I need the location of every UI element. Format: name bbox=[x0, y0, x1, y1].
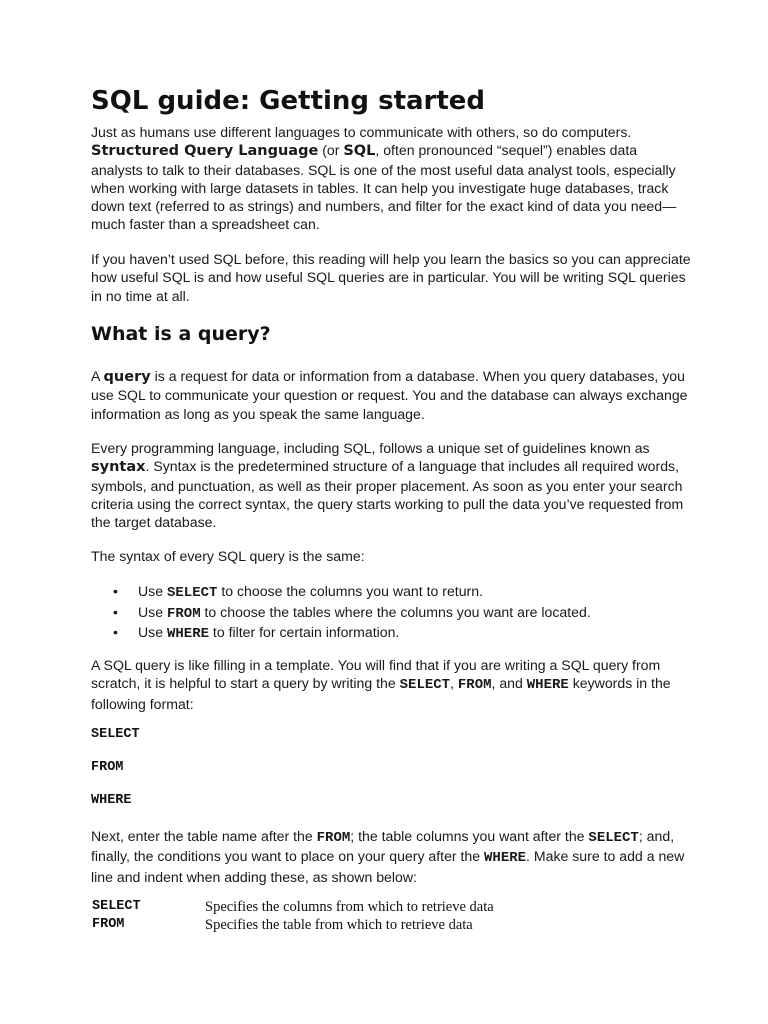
code-line-select: SELECT bbox=[91, 727, 140, 742]
syntax-paragraph bbox=[91, 439, 691, 531]
template-paragraph bbox=[91, 656, 691, 713]
body-text: Every programming language, including SQL, follows a unique set of guidelines known as bbox=[91, 440, 650, 456]
list-item bbox=[91, 623, 691, 644]
section-heading: What is a query? bbox=[91, 323, 271, 345]
body-text: ; and, finally, the conditions you want to place on your query after the bbox=[91, 828, 675, 865]
keyword-where: WHERE bbox=[484, 850, 527, 867]
clause-description: Specifies the table from which to retrieve data bbox=[205, 917, 473, 933]
bullet-icon: • bbox=[113, 583, 118, 599]
intro-text: (or bbox=[318, 142, 344, 159]
keyword-where: WHERE bbox=[526, 677, 569, 694]
term-sql: SQL bbox=[343, 143, 376, 160]
term-syntax: syntax bbox=[91, 459, 146, 476]
intro-paragraph-2: If you haven’t used SQL before, this reading will help you learn the basics so you can appreciate how useful SQL is and how useful SQL queries are in particular. You will be writing SQL queries in no time at all. bbox=[91, 251, 691, 304]
keyword-from: FROM bbox=[316, 830, 351, 846]
list-item-text: to filter for certain information. bbox=[209, 624, 400, 640]
intro-text: Just as humans use different languages to communicate with others, so do computers. bbox=[91, 124, 632, 140]
syntax-intro-line: The syntax of every SQL query is the same: bbox=[91, 548, 365, 564]
list-item-text: to choose the tables where the columns you want are located. bbox=[200, 603, 591, 620]
list-item bbox=[91, 603, 691, 624]
keyword-select: SELECT bbox=[399, 677, 451, 694]
body-text: keywords in the following format: bbox=[91, 675, 671, 712]
code-line-where: WHERE bbox=[91, 793, 132, 808]
syntax-bullet-list bbox=[91, 582, 691, 644]
clause-keyword: SELECT bbox=[92, 899, 141, 914]
bullet-icon: • bbox=[113, 624, 118, 640]
list-item-text: Use bbox=[138, 583, 167, 599]
code-line-from: FROM bbox=[91, 760, 124, 775]
clause-table bbox=[92, 899, 692, 935]
keyword-from: FROM bbox=[457, 677, 492, 694]
list-item-text: Use bbox=[138, 624, 167, 640]
body-text: A bbox=[91, 368, 104, 384]
term-structured-query-language: Structured Query Language bbox=[91, 143, 319, 160]
table-row bbox=[92, 899, 692, 917]
body-text: . Make sure to add a new line and indent when adding these, as shown below: bbox=[91, 848, 685, 885]
table-row bbox=[92, 917, 692, 935]
clause-keyword: FROM bbox=[92, 917, 125, 932]
intro-text: , often pronounced “sequel”) enables data analysts to talk to their databases. SQL is one of the most useful data analyst tools, especially when working with large datasets in tables. It can help you investigate huge databases, track down text (referred to as strings) and numbers, and filter for the exact kind of data you need—much faster than a spreadsheet can. bbox=[91, 142, 677, 233]
body-text: ; the table columns you want after the bbox=[350, 828, 589, 844]
instructions-paragraph bbox=[91, 827, 691, 886]
keyword-where: WHERE bbox=[166, 626, 209, 642]
body-text: , and bbox=[491, 675, 527, 692]
keyword-from: FROM bbox=[166, 605, 201, 622]
clause-description: Specifies the columns from which to retrieve data bbox=[205, 899, 494, 915]
intro-paragraph bbox=[91, 123, 691, 234]
keyword-select: SELECT bbox=[588, 830, 639, 846]
list-item bbox=[91, 582, 691, 603]
list-item-text: to choose the columns you want to return. bbox=[217, 583, 483, 599]
term-query: query bbox=[103, 369, 151, 385]
body-text: . Syntax is the predetermined structure of a language that includes all required words, symbols, and punctuation, as well as their proper placement. As soon as you enter your search criteria using the correct syntax, the query starts working to pull the data you’ve requested from the target database. bbox=[91, 458, 684, 531]
body-text: , bbox=[450, 675, 458, 692]
body-text: A SQL query is like filling in a template. You will find that if you are writing a SQL query from scratch, it is helpful to start a query by writing the bbox=[91, 657, 661, 692]
keyword-select: SELECT bbox=[166, 585, 218, 601]
body-text: is a request for data or information from a database. When you query databases, you use SQL to communicate your question or request. You and the database can always exchange information as long as you speak the same language. bbox=[91, 368, 688, 422]
query-definition-paragraph bbox=[91, 367, 691, 423]
body-text: Next, enter the table name after the bbox=[91, 828, 317, 844]
list-item-text: Use bbox=[138, 603, 167, 620]
page-title: SQL guide: Getting started bbox=[91, 86, 486, 116]
bullet-icon: • bbox=[113, 603, 118, 620]
